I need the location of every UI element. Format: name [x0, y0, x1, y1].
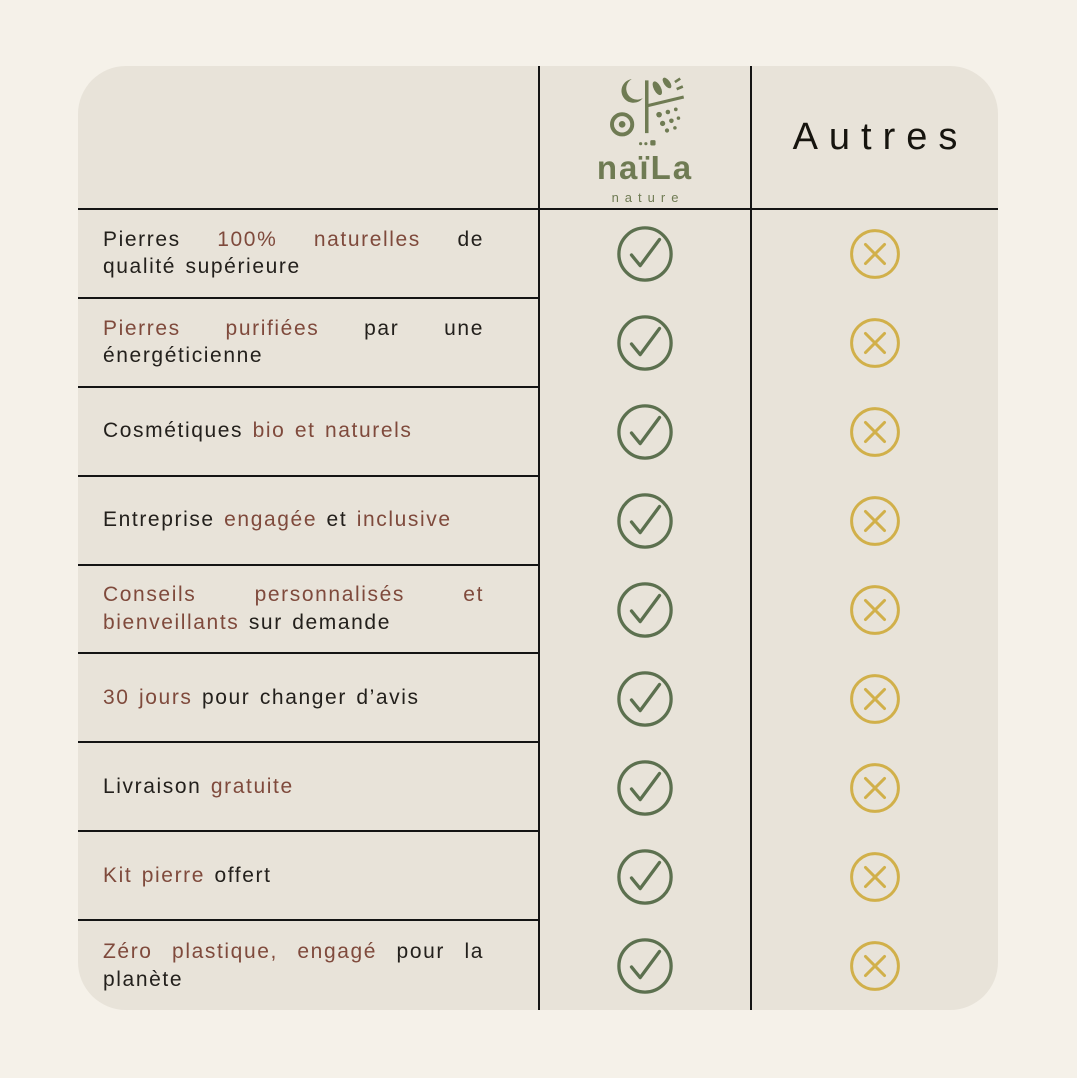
comparison-table	[78, 66, 998, 1010]
cross-circle-icon	[849, 673, 901, 725]
feature-cell	[78, 832, 538, 921]
brand-mark-cell	[538, 921, 750, 1010]
feature-text-accent: inclusive	[356, 508, 452, 532]
feature-text-accent: engagée	[224, 508, 327, 532]
header-brand-cell	[538, 66, 750, 210]
comparison-card	[78, 66, 998, 1010]
feature-text-plain: pour changer d’avis	[201, 686, 420, 710]
others-mark-cell	[750, 654, 998, 743]
feature-cell	[78, 388, 538, 477]
others-mark-cell	[750, 477, 998, 566]
feature-text-plain: offert	[214, 863, 272, 887]
feature-cell	[78, 654, 538, 743]
feature-text-plain: Livraison	[103, 774, 211, 798]
feature-cell	[78, 743, 538, 832]
feature-text-accent: Kit pierre	[103, 863, 215, 887]
feature-text-plain: par une énergéticienne	[103, 316, 484, 368]
feature-text-plain: Entreprise	[103, 508, 225, 532]
feature-text-accent: 100% naturelles	[217, 227, 458, 251]
brand-mark-cell	[538, 388, 750, 477]
others-mark-cell	[750, 388, 998, 477]
others-column-label: Autres	[792, 115, 969, 158]
feature-text-accent: Pierres purifiées	[103, 316, 365, 340]
feature-text-plain: de qualité supérieure	[103, 227, 484, 279]
cross-circle-icon	[849, 228, 901, 280]
cross-circle-icon	[849, 940, 901, 992]
brand-mark-cell	[538, 477, 750, 566]
feature-text	[103, 506, 484, 534]
header-others-cell	[750, 66, 998, 210]
check-circle-icon	[616, 225, 674, 283]
brand-subtitle: nature	[611, 190, 685, 205]
cross-circle-icon	[849, 762, 901, 814]
check-circle-icon	[616, 492, 674, 550]
brand-mark-cell	[538, 210, 750, 299]
feature-text	[103, 417, 484, 445]
feature-text	[103, 773, 484, 801]
others-mark-cell	[750, 921, 998, 1010]
feature-cell	[78, 299, 538, 388]
feature-text	[103, 226, 484, 281]
feature-text	[103, 684, 484, 712]
brand-mark-cell	[538, 743, 750, 832]
cross-circle-icon	[849, 584, 901, 636]
feature-text-plain: Cosmétiques	[103, 419, 253, 443]
naila-logo-icon	[601, 75, 689, 149]
feature-cell	[78, 477, 538, 566]
feature-text-accent: gratuite	[210, 774, 294, 798]
check-circle-icon	[616, 403, 674, 461]
feature-text-plain: Pierres	[103, 227, 218, 251]
feature-cell	[78, 921, 538, 1010]
feature-cell	[78, 566, 538, 655]
check-circle-icon	[616, 581, 674, 639]
others-mark-cell	[750, 299, 998, 388]
feature-text	[103, 938, 484, 993]
check-circle-icon	[616, 848, 674, 906]
feature-cell	[78, 210, 538, 299]
brand-mark-cell	[538, 654, 750, 743]
others-mark-cell	[750, 832, 998, 921]
header-feature-cell	[78, 66, 538, 210]
cross-circle-icon	[849, 406, 901, 458]
feature-text-accent: 30 jours	[103, 686, 202, 710]
brand-mark-cell	[538, 299, 750, 388]
others-mark-cell	[750, 566, 998, 655]
check-circle-icon	[616, 670, 674, 728]
cross-circle-icon	[849, 495, 901, 547]
check-circle-icon	[616, 314, 674, 372]
brand-name: naïLa	[596, 149, 694, 186]
feature-text-plain: et	[326, 508, 357, 532]
cross-circle-icon	[849, 851, 901, 903]
feature-text-plain: sur demande	[248, 610, 391, 634]
check-circle-icon	[616, 759, 674, 817]
feature-text-accent: bio et naturels	[252, 419, 413, 443]
feature-text-plain: pour la planète	[103, 939, 484, 991]
brand-mark-cell	[538, 566, 750, 655]
feature-text	[103, 862, 484, 890]
feature-text-accent: Zéro plastique, engagé	[103, 939, 397, 963]
feature-text	[103, 581, 484, 636]
check-circle-icon	[616, 937, 674, 995]
feature-text	[103, 315, 484, 370]
feature-text-accent: Conseils personnalisés et bienveillants	[103, 583, 484, 634]
others-mark-cell	[750, 210, 998, 299]
others-mark-cell	[750, 743, 998, 832]
brand-mark-cell	[538, 832, 750, 921]
cross-circle-icon	[849, 317, 901, 369]
